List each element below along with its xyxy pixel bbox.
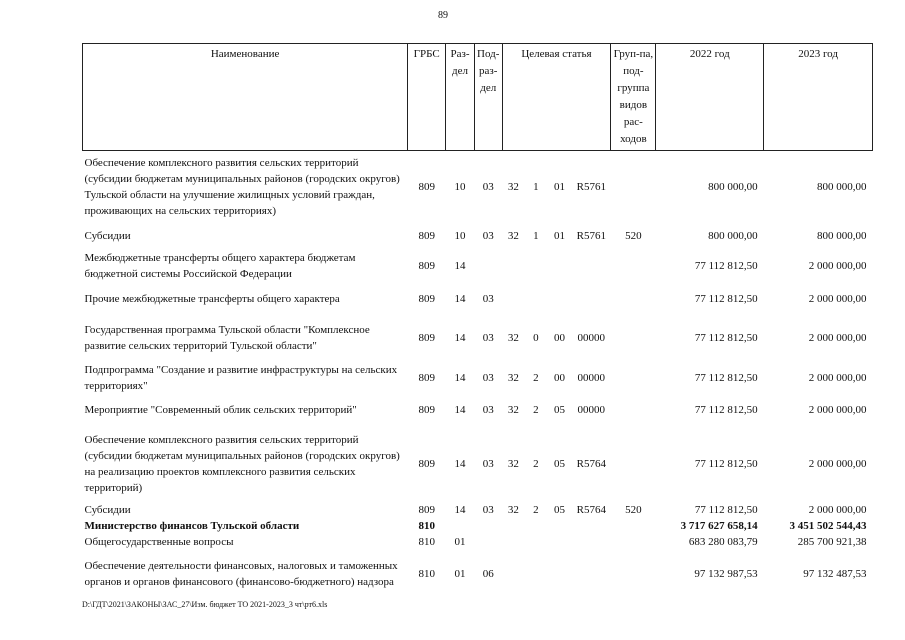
cell-podrazdel: 03 (482, 457, 494, 470)
cell-podrazdel: 03 (482, 229, 494, 242)
cell-name: Обеспечение комплексного развития сельских территорий (субсидии бюджетам муниципальных районов (городских округов) на реализацию проектов комплексного развития сельских территорий) (84, 433, 400, 494)
cell-razdel: 01 (454, 535, 466, 548)
cell-2022: 77 112 812,50 (694, 457, 758, 470)
table-row (83, 284, 873, 314)
cell-target-2 (525, 284, 548, 314)
header-grbs: ГРБС (408, 44, 446, 151)
cell-target-4: 00000 (577, 403, 606, 416)
header-vid: Груп-па, под-группа видов рас-ходов (611, 44, 656, 151)
cell-podrazdel: 03 (482, 292, 494, 305)
cell-vid: 520 (625, 503, 642, 516)
cell-target-4 (572, 284, 611, 314)
cell-target-1: 32 (507, 229, 519, 242)
cell-target-3 (547, 284, 572, 314)
cell-name: Обеспечение комплексного развития сельских территорий (субсидии бюджетам муниципальных районов (городских округов) Тульской области на улучшение жилищных условий граждан, проживающих на сельских территориях) (84, 157, 400, 218)
cell-name: Общегосударственные вопросы (84, 535, 234, 548)
file-path-footer: D:\ГДТ\2021\ЗАКОНЫ\ЗАС_27\Изм. бюджет ТО 2021-2023_3 чт\рт6.xls (82, 600, 328, 609)
cell-2023: 2 000 000,00 (808, 292, 867, 305)
cell-target-4: R5761 (576, 181, 606, 194)
cell-target-3: 01 (554, 181, 565, 194)
table-row (83, 224, 873, 248)
cell-target-1 (502, 518, 525, 534)
cell-target-2: 2 (533, 457, 539, 470)
cell-target-1 (502, 534, 525, 550)
cell-target-2: 1 (533, 181, 539, 194)
cell-target-3: 01 (554, 229, 565, 242)
cell-grbs: 810 (418, 567, 435, 580)
cell-target-4: 00000 (577, 371, 606, 384)
cell-grbs: 809 (418, 457, 435, 470)
cell-vid (611, 362, 656, 394)
cell-target-2: 2 (533, 371, 539, 384)
cell-podrazdel: 03 (482, 331, 494, 344)
cell-podrazdel: 03 (482, 403, 494, 416)
cell-vid (611, 248, 656, 284)
cell-target-2: 0 (533, 331, 539, 344)
cell-target-4: R5764 (576, 457, 606, 470)
cell-podrazdel: 03 (482, 371, 494, 384)
cell-grbs: 809 (418, 503, 435, 516)
cell-target-1: 32 (507, 457, 519, 470)
cell-target-1 (502, 284, 525, 314)
cell-2022: 77 112 812,50 (694, 259, 758, 272)
cell-name: Межбюджетные трансферты общего характера бюджетам бюджетной системы Российской Федерации (84, 251, 356, 280)
cell-podrazdel (474, 518, 502, 534)
header-podrazdel: Под-раз-дел (474, 44, 502, 151)
cell-target-4 (572, 534, 611, 550)
cell-target-1: 32 (507, 331, 519, 344)
cell-2023: 3 451 502 544,43 (789, 519, 867, 532)
cell-name: Субсидии (84, 503, 131, 516)
header-2022: 2022 год (656, 44, 764, 151)
cell-target-2 (525, 248, 548, 284)
header-razdel: Раз-дел (446, 44, 475, 151)
cell-name: Обеспечение деятельности финансовых, налоговых и таможенных органов и органов финансового (финансово-бюджетного) надзора (84, 559, 398, 588)
cell-2022: 800 000,00 (708, 181, 758, 194)
cell-name: Государственная программа Тульской области "Комплексное развитие сельских территорий Тульской области" (84, 323, 370, 352)
table-row (83, 518, 873, 534)
table-row (83, 314, 873, 362)
cell-target-3: 00 (554, 331, 565, 344)
cell-2023: 2 000 000,00 (808, 503, 867, 516)
cell-target-4 (572, 248, 611, 284)
cell-vid (611, 314, 656, 362)
cell-2022: 77 112 812,50 (694, 371, 758, 384)
cell-2023: 285 700 921,38 (797, 535, 867, 548)
cell-grbs: 810 (418, 519, 435, 532)
cell-name: Прочие межбюджетные трансферты общего характера (84, 292, 340, 305)
table-row (83, 248, 873, 284)
cell-target-2: 2 (533, 503, 539, 516)
cell-2023: 800 000,00 (817, 181, 867, 194)
cell-2022: 97 132 987,53 (694, 567, 758, 580)
cell-2023: 2 000 000,00 (808, 259, 867, 272)
cell-grbs: 809 (418, 292, 435, 305)
cell-razdel: 14 (454, 292, 466, 305)
cell-2022: 77 112 812,50 (694, 331, 758, 344)
cell-target-4: 00000 (577, 331, 606, 344)
header-target: Целевая статья (502, 44, 611, 151)
table-row (83, 151, 873, 224)
table-header (83, 44, 873, 151)
page-number: 89 (438, 10, 448, 21)
cell-name: Субсидии (84, 229, 131, 242)
cell-target-4 (572, 518, 611, 534)
cell-vid (611, 534, 656, 550)
cell-2023: 2 000 000,00 (808, 331, 867, 344)
cell-podrazdel: 06 (482, 567, 494, 580)
cell-target-3 (547, 550, 572, 598)
cell-razdel: 10 (454, 229, 466, 242)
table-row (83, 534, 873, 550)
cell-razdel: 14 (454, 403, 466, 416)
cell-target-2 (525, 550, 548, 598)
cell-razdel: 14 (454, 371, 466, 384)
cell-2022: 77 112 812,50 (694, 292, 758, 305)
cell-podrazdel: 03 (482, 503, 494, 516)
cell-target-3 (547, 518, 572, 534)
cell-grbs: 809 (418, 181, 435, 194)
cell-2022: 3 717 627 658,14 (680, 519, 758, 532)
cell-name: Подпрограмма "Создание и развитие инфраструктуры на сельских территориях" (84, 363, 398, 392)
table-row (83, 394, 873, 426)
cell-target-2: 1 (533, 229, 539, 242)
cell-2022: 683 280 083,79 (688, 535, 758, 548)
cell-podrazdel (474, 248, 502, 284)
cell-target-3 (547, 248, 572, 284)
cell-2023: 97 132 487,53 (803, 567, 867, 580)
cell-podrazdel (474, 534, 502, 550)
cell-target-2 (525, 518, 548, 534)
cell-2023: 2 000 000,00 (808, 457, 867, 470)
cell-target-4: R5764 (576, 503, 606, 516)
cell-2023: 800 000,00 (817, 229, 867, 242)
cell-target-3: 05 (554, 503, 565, 516)
header-name: Наименование (83, 44, 408, 151)
cell-name: Мероприятие "Современный облик сельских территорий" (84, 403, 357, 416)
table-body (83, 151, 873, 598)
cell-vid (611, 151, 656, 224)
cell-grbs: 809 (418, 229, 435, 242)
table-row (83, 362, 873, 394)
table-row (83, 502, 873, 518)
cell-razdel (446, 518, 475, 534)
cell-2022: 77 112 812,50 (694, 503, 758, 516)
table-row (83, 550, 873, 598)
budget-table (82, 43, 873, 598)
cell-target-2 (525, 534, 548, 550)
cell-2022: 77 112 812,50 (694, 403, 758, 416)
cell-target-4: R5761 (576, 229, 606, 242)
cell-vid (611, 284, 656, 314)
cell-razdel: 10 (454, 181, 466, 194)
cell-target-1: 32 (507, 503, 519, 516)
cell-target-4 (572, 550, 611, 598)
cell-vid (611, 426, 656, 502)
cell-vid (611, 394, 656, 426)
cell-razdel: 14 (454, 331, 466, 344)
cell-vid (611, 550, 656, 598)
cell-target-3: 00 (554, 371, 565, 384)
header-2023: 2023 год (764, 44, 873, 151)
cell-target-1: 32 (507, 403, 519, 416)
cell-target-3: 05 (554, 403, 565, 416)
cell-razdel: 14 (454, 457, 466, 470)
cell-target-3: 05 (554, 457, 565, 470)
table-row (83, 426, 873, 502)
cell-grbs: 810 (418, 535, 435, 548)
cell-target-3 (547, 534, 572, 550)
cell-grbs: 809 (418, 331, 435, 344)
cell-2023: 2 000 000,00 (808, 371, 867, 384)
cell-razdel: 14 (454, 259, 466, 272)
cell-target-1: 32 (507, 371, 519, 384)
cell-grbs: 809 (418, 403, 435, 416)
cell-grbs: 809 (418, 259, 435, 272)
cell-podrazdel: 03 (482, 181, 494, 194)
cell-name: Министерство финансов Тульской области (84, 519, 300, 532)
cell-razdel: 14 (454, 503, 466, 516)
cell-target-1 (502, 550, 525, 598)
cell-target-1: 32 (507, 181, 519, 194)
cell-razdel: 01 (454, 567, 466, 580)
cell-grbs: 809 (418, 371, 435, 384)
cell-vid: 520 (625, 229, 642, 242)
cell-target-2: 2 (533, 403, 539, 416)
cell-vid (611, 518, 656, 534)
cell-target-1 (502, 248, 525, 284)
cell-2022: 800 000,00 (708, 229, 758, 242)
cell-2023: 2 000 000,00 (808, 403, 867, 416)
